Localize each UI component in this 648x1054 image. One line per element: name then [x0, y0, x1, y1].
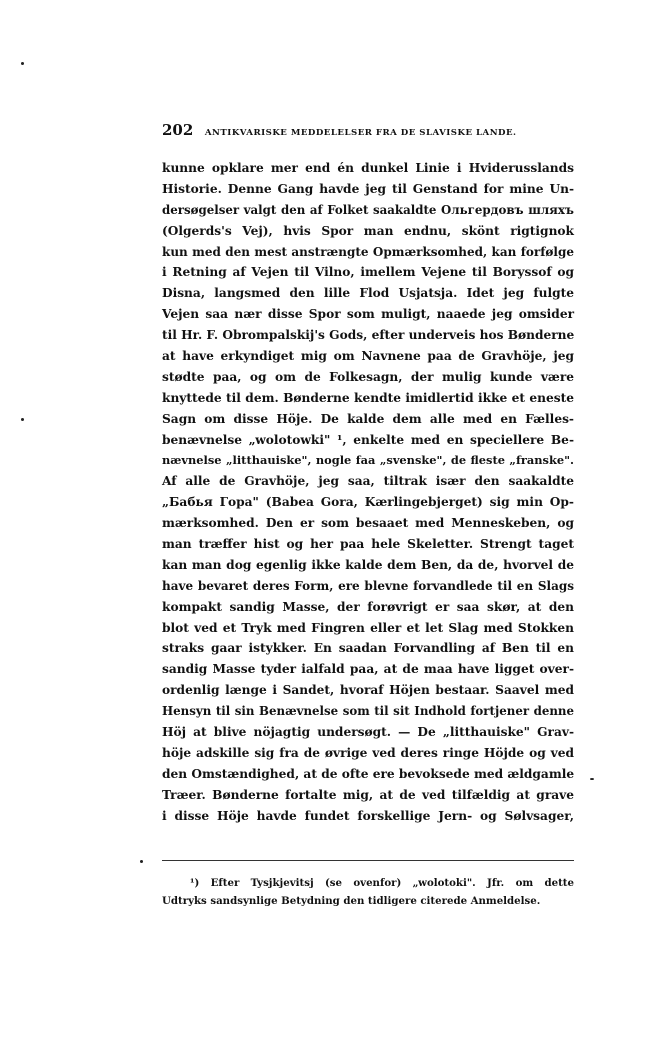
footnote-rule [162, 860, 574, 861]
scan-speck [21, 418, 24, 421]
text-line: mærksomhed. Den er som besaaet med Menneskeben, og [162, 516, 574, 531]
text-line: have bevaret deres Form, ere blevne forvandlede til en Slags [162, 578, 574, 593]
text-line: dersøgelser valgt den af Folket saakaldte Ольгердовъ шляхъ [162, 202, 574, 217]
text-line: benævnelse „wolotowki" ¹, enkelte med en speciellere Be- [162, 432, 574, 447]
page-number: 202 [162, 121, 194, 139]
text-line: stødte paa, og om de Folkesagn, der mulig kunde være [162, 369, 574, 384]
text-line: Historie. Denne Gang havde jeg til Genstand for mine Un- [162, 181, 574, 196]
text-line: blot ved et Tryk med Fingren eller et let Slag med Stokken [162, 620, 574, 635]
text-line: Af alle de Gravhöje, jeg saa, tiltrak især den saakaldte [162, 474, 574, 489]
text-line: kunne opklare mer end én dunkel Linie i Hviderusslands [162, 161, 574, 175]
footnote [162, 874, 574, 910]
running-title: ANTIKVARISKE MEDDELELSER FRA DE SLAVISKE LANDE. [204, 128, 517, 138]
scan-speck [590, 778, 594, 780]
text-line: kompakt sandig Masse, der forøvrigt er saa skør, at den [162, 599, 574, 614]
text-line: nævnelse „litthauiske", nogle faa „svenske", de fleste „franske". [162, 453, 574, 468]
text-line: sandig Masse tyder ialfald paa, at de maa have ligget over- [162, 662, 574, 677]
footnote-line: ¹) Efter Tysjkjevitsj (se ovenfor) „wolotoki". Jfr. om dette [190, 877, 574, 889]
text-line: höje adskille sig fra de øvrige ved deres ringe Höjde og ved [162, 745, 574, 760]
text-line: i disse Höje havde fundet forskellige Jern- og Sølvsager, [162, 808, 574, 823]
text-line: Sagn om disse Höje. De kalde dem alle med en Fælles- [162, 411, 574, 426]
text-line: Vejen saa nær disse Spor som muligt, naaede jeg omsider [162, 307, 574, 322]
text-line: Træer. Bønderne fortalte mig, at de ved tilfældig at grave [162, 787, 574, 802]
footnote-line: Udtryks sandsynlige Betydning den tidligere citerede Anmeldelse. [162, 895, 541, 907]
text-line: ordenlig længe i Sandet, hvoraf Höjen bestaar. Saavel med [162, 683, 574, 698]
text-line: straks gaar istykker. En saadan Forvandling af Ben til en [162, 641, 574, 656]
text-line: (Olgerds's Vej), hvis Spor man endnu, skönt rigtignok [162, 223, 574, 238]
text-line: „Бабья Гора" (Babea Gora, Kærlingebjerget) sig min Op- [162, 495, 574, 510]
text-line: man træffer hist og her paa hele Skeletter. Strengt taget [162, 537, 574, 552]
text-line: i Retning af Vejen til Vilno, imellem Vejene til Boryssof og [162, 265, 574, 280]
scan-speck [21, 62, 24, 65]
text-line: kan man dog egenlig ikke kalde dem Ben, da de, hvorvel de [162, 557, 574, 572]
text-line: kun med den mest anstrængte Opmærksomhed, kan forfølge [162, 244, 574, 259]
text-line: Hensyn til sin Benævnelse som til sit Indhold fortjener denne [162, 704, 574, 719]
text-line: at have erkyndiget mig om Navnene paa de Gravhöje, jeg [162, 349, 574, 364]
text-line: til Hr. F. Obrompalskij's Gods, efter underveis hos Bønderne [162, 328, 575, 343]
text-line: Höj at blive nöjagtig undersøgt. — De „litthauiske" Grav- [162, 725, 574, 740]
text-line: den Omstændighed, at de ofte ere bevoksede med ældgamle [162, 766, 575, 781]
running-head [162, 120, 574, 139]
body-text [162, 158, 574, 827]
text-line: knyttede til dem. Bønderne kendte imidlertid ikke et eneste [162, 390, 574, 405]
text-line: Disna, langsmed den lille Flod Usjatsja. Idet jeg fulgte [162, 286, 574, 301]
scan-speck [140, 860, 143, 863]
